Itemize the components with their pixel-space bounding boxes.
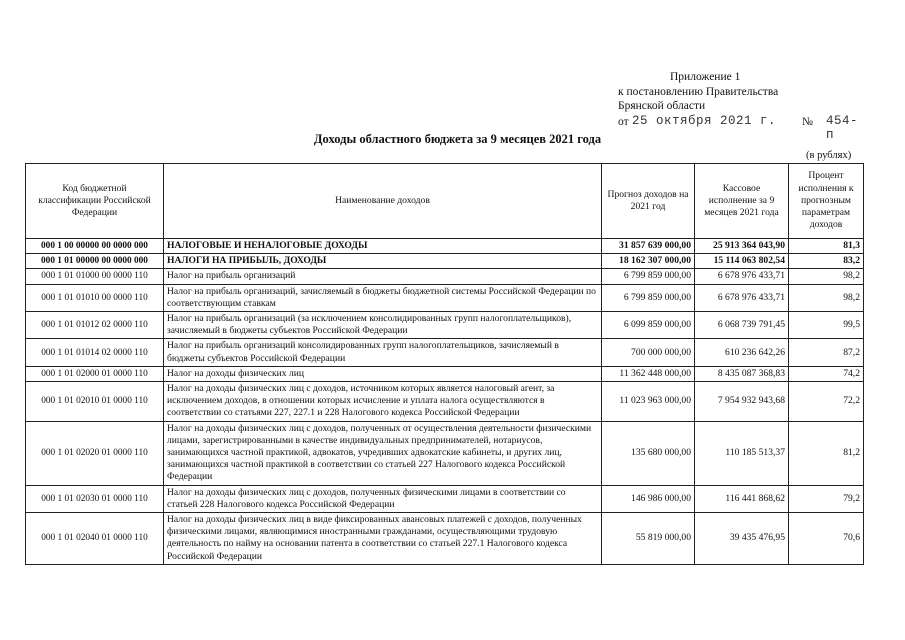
- cell-pct: 98,2: [789, 269, 864, 284]
- cell-plan: 18 162 307 000,00: [602, 254, 695, 269]
- header-exec: Кассовое исполнение за 9 месяцев 2021 года: [695, 164, 789, 239]
- cell-pct: 81,2: [789, 421, 864, 485]
- cell-code: 000 1 01 00000 00 0000 000: [26, 254, 164, 269]
- table-row: [26, 382, 864, 422]
- appendix-date-line: [618, 113, 859, 142]
- cell-plan: 31 857 639 000,00: [602, 239, 695, 254]
- cell-plan: 11 023 963 000,00: [602, 382, 695, 422]
- cell-pct: 79,2: [789, 485, 864, 512]
- budget-table: [25, 163, 864, 565]
- header-pct: Процент исполнения к прогнозным параметрам доходов: [789, 164, 864, 239]
- cell-plan: 146 986 000,00: [602, 485, 695, 512]
- table-row: [26, 485, 864, 512]
- cell-exec: 110 185 513,37: [695, 421, 789, 485]
- cell-exec: 7 954 932 943,68: [695, 382, 789, 422]
- cell-name: Налог на прибыль организаций: [164, 269, 602, 284]
- cell-code: 000 1 00 00000 00 0000 000: [26, 239, 164, 254]
- cell-code: 000 1 01 02020 01 0000 110: [26, 421, 164, 485]
- cell-code: 000 1 01 02000 01 0000 110: [26, 366, 164, 381]
- cell-plan: 135 680 000,00: [602, 421, 695, 485]
- header-name: Наименование доходов: [164, 164, 602, 239]
- table-header-row: [26, 164, 864, 239]
- cell-plan: 700 000 000,00: [602, 339, 695, 366]
- cell-name: Налог на прибыль организаций, зачисляемый в бюджеты бюджетной системы Российской Федерации по соответствующим ставкам: [164, 284, 602, 311]
- cell-exec: 6 678 976 433,71: [695, 284, 789, 311]
- table-body: [26, 239, 864, 565]
- table-row: [26, 513, 864, 565]
- appendix-resolution: к постановлению Правительства: [618, 85, 779, 98]
- cell-name: Налог на доходы физических лиц: [164, 366, 602, 381]
- appendix-region: Брянской области: [618, 100, 706, 112]
- cell-exec: 6 678 976 433,71: [695, 269, 789, 284]
- cell-code: 000 1 01 02030 01 0000 110: [26, 485, 164, 512]
- cell-code: 000 1 01 01014 02 0000 110: [26, 339, 164, 366]
- cell-pct: 72,2: [789, 382, 864, 422]
- table-row: [26, 284, 864, 311]
- cell-name: Налог на прибыль организаций консолидированных групп налогоплательщиков, зачисляемый в бюджеты субъектов Российской Федерации: [164, 339, 602, 366]
- cell-exec: 116 441 868,62: [695, 485, 789, 512]
- cell-code: 000 1 01 01000 00 0000 110: [26, 269, 164, 284]
- cell-exec: 8 435 087 368,83: [695, 366, 789, 381]
- cell-pct: 74,2: [789, 366, 864, 381]
- cell-name: НАЛОГОВЫЕ И НЕНАЛОГОВЫЕ ДОХОДЫ: [164, 239, 602, 254]
- cell-exec: 15 114 063 802,54: [695, 254, 789, 269]
- cell-exec: 39 435 476,95: [695, 513, 789, 565]
- cell-pct: 98,2: [789, 284, 864, 311]
- cell-name: Налог на доходы физических лиц с доходов, полученных физическими лицами в соответствии со статьей 228 Налогового кодекса Российской Федерации: [164, 485, 602, 512]
- cell-pct: 99,5: [789, 312, 864, 339]
- cell-plan: 55 819 000,00: [602, 513, 695, 565]
- date-prefix: от: [618, 115, 629, 128]
- table-row: [26, 339, 864, 366]
- header-plan: Прогноз доходов на 2021 год: [602, 164, 695, 239]
- cell-name: НАЛОГИ НА ПРИБЫЛЬ, ДОХОДЫ: [164, 254, 602, 269]
- appendix-block: [618, 70, 859, 142]
- cell-plan: 6 799 859 000,00: [602, 269, 695, 284]
- cell-plan: 6 099 859 000,00: [602, 312, 695, 339]
- cell-pct: 87,2: [789, 339, 864, 366]
- table-row: [26, 269, 864, 284]
- cell-name: Налог на доходы физических лиц с доходов, полученных от осуществления деятельности физическими лицами, зарегистрированными в качестве индивидуальных предпринимателей, нотариусов, занимающихся частной практикой, адвокатов, учредивших адвокатские кабинеты, и других лиц, занимающихся частной практикой в соответствии со статьей 227 Налогового кодекса Российской Федерации: [164, 421, 602, 485]
- cell-pct: 83,2: [789, 254, 864, 269]
- cell-plan: 11 362 448 000,00: [602, 366, 695, 381]
- cell-pct: 81,3: [789, 239, 864, 254]
- cell-code: 000 1 01 02040 01 0000 110: [26, 513, 164, 565]
- cell-name: Налог на доходы физических лиц с доходов, источником которых является налоговый агент, за исключением доходов, в отношении которых исчисление и уплата налога осуществляются в соответствии со статьями 227, 227.1 и 228 Налогового кодекса Российской Федерации: [164, 382, 602, 422]
- resolution-date: 25 октября 2021 г.: [632, 113, 777, 128]
- table-row: [26, 312, 864, 339]
- appendix-title: Приложение 1: [670, 71, 741, 83]
- cell-exec: 6 068 739 791,45: [695, 312, 789, 339]
- cell-code: 000 1 01 01012 02 0000 110: [26, 312, 164, 339]
- table-row: [26, 421, 864, 485]
- cell-exec: 25 913 364 043,90: [695, 239, 789, 254]
- cell-name: Налог на прибыль организаций (за исключением консолидированных групп налогоплательщиков), зачисляемый в бюджеты субъектов Российской Федерации: [164, 312, 602, 339]
- table-row: [26, 239, 864, 254]
- cell-name: Налог на доходы физических лиц в виде фиксированных авансовых платежей с доходов, полученных физическими лицами, являющимися иностранными гражданами, осуществляющими трудовую деятельность по найму на основании патента в соответствии со статьей 227.1 Налогового кодекса Российской Федерации: [164, 513, 602, 565]
- resolution-number: 454-п: [826, 113, 859, 142]
- cell-plan: 6 799 859 000,00: [602, 284, 695, 311]
- number-prefix: №: [802, 115, 813, 128]
- units-note: (в рублях): [806, 150, 852, 161]
- header-code: Код бюджетной классификации Российской Федерации: [26, 164, 164, 239]
- cell-exec: 610 236 642,26: [695, 339, 789, 366]
- cell-pct: 70,6: [789, 513, 864, 565]
- cell-code: 000 1 01 02010 01 0000 110: [26, 382, 164, 422]
- table-row: [26, 366, 864, 381]
- document-title: Доходы областного бюджета за 9 месяцев 2021 года: [313, 132, 602, 146]
- table-row: [26, 254, 864, 269]
- cell-code: 000 1 01 01010 00 0000 110: [26, 284, 164, 311]
